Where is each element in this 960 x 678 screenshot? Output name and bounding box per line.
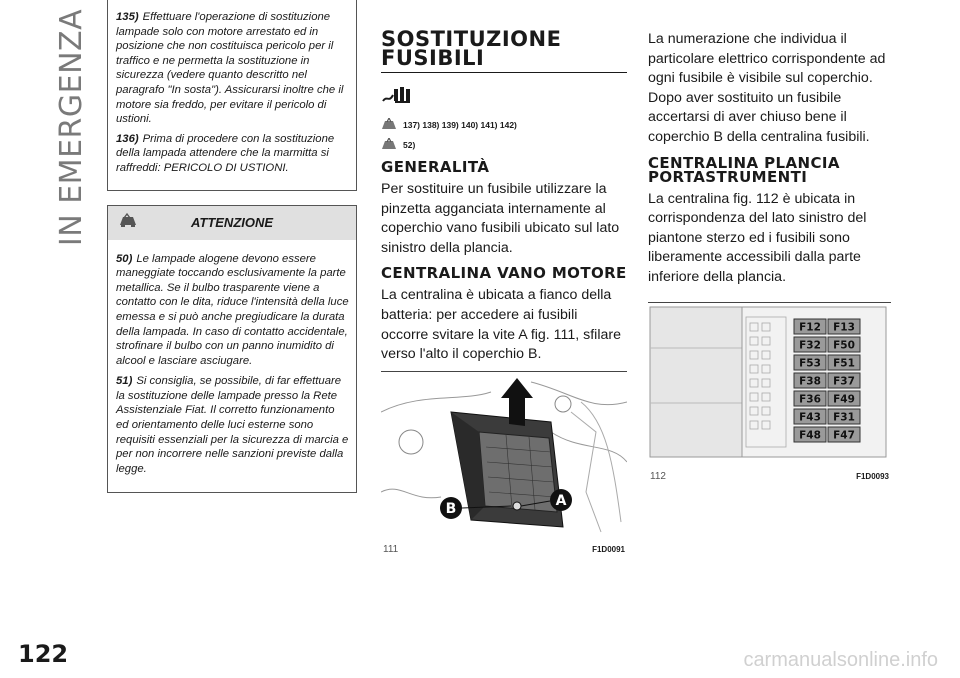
page-number: 122 [18,640,69,668]
fuse-label: F51 [833,357,855,370]
paragraph-centralina-plancia: La centralina fig. 112 è ubicata in corrispondenza del lato sinistro del piantone sterzo ed i fusibili sono liberamente accessibili dalla parte inferiore della plancia. [648,190,867,285]
subheading-generalita: GENERALITÀ [381,158,490,176]
warning-item-50: 50) Le lampade alogene devono essere maneggiate toccando esclusivamente la parte metallica. Se il bulbo trasparente viene a contatto con le dita, riduce l'intensità della luce emessa e si può anche pregiudicare la durata della lampada. In caso di contatto accidentale, strofinare il bulbo con un panno inumidito di alcool e lasciare asciugare. [116,252,349,367]
fuse-label: F53 [799,357,821,370]
fuse-label: F13 [833,321,855,334]
fuse-label: F37 [833,375,855,388]
callout-b [440,497,462,519]
subheading-centralina-vano-motore: CENTRALINA VANO MOTORE [381,264,627,283]
middle-column [381,27,627,555]
fuse-label: F43 [799,411,821,424]
attention-icon [381,138,403,152]
svg-text:A: A [555,492,567,509]
svg-text:B: B [445,500,457,517]
paragraph-centralina-vano-motore: La centralina è ubicata a fianco della batteria: per accedere ai fusibili occorre svitare la vite A fig. 111, sfilare verso l'alto il coperchio B. [381,287,621,363]
note-136: 136) Prima di procedere con la sostituzione della lampada attendere che la marmitta si raffreddi: PERICOLO DI USTIONI. [116,132,335,174]
callout-a [550,489,572,511]
fuse-label: F38 [799,375,821,388]
fuse-symbol-icon [381,85,627,112]
dashboard-fuse-box-illustration [648,303,891,465]
watermark: carmanualsonline.info [743,649,938,671]
danger-icon [381,118,403,132]
warning-body [108,240,356,493]
figure-112-caption [648,470,891,482]
fuse-label: F12 [799,321,821,334]
warning-title: ATTENZIONE [190,215,274,231]
figure-112 [648,302,891,482]
fuse-label: F49 [833,393,855,406]
figure-code: F1D0091 [592,544,625,554]
figure-code: F1D0093 [856,471,889,481]
engine-fuse-box-illustration [381,372,627,538]
section-heading: SOSTITUZIONE FUSIBILI [381,30,627,73]
note-135: 135) Effettuare l'operazione di sostituzione lampade solo con motore arrestato ed in posizione che non costituisca pericolo per il traffico e ne permetta la sostituzione in sicurezza (vedere quanto descritto nel paragrafo "In sosta"). Assicurarsi inoltre che il motore sia freddo, per evitare il pericolo di ustioni. [116,11,344,126]
fuse-label: F50 [833,339,855,352]
fuse-label: F48 [799,429,821,442]
left-column [107,0,357,493]
side-section-title: IN EMERGENZA [54,8,90,246]
warning-refs-1: 137) 138) 139) 140) 141) 142) [381,118,627,132]
subheading-centralina-plancia: CENTRALINA PLANCIA PORTASTRUMENTI [648,153,840,186]
right-column [648,30,891,482]
warning-item-51: 51) Si consiglia, se possibile, di far effettuare la sostituzione delle lampade presso la Rete Assistenziale Fiat. Il corretto funzionamento ed orientamento delle luci esterne sono requisiti essenziali per la sicurezza di marcia e per non incorrere nelle sanzioni previste dalla legge. [116,375,349,475]
fuse-label: F47 [833,429,855,442]
figure-111-caption [381,543,627,555]
paragraph-generalita: Per sostituire un fusibile utilizzare la pinzetta agganciata internamente al coperchio vano fusibili ubicato sul lato sinistro della plancia. [381,181,620,256]
figure-111 [381,371,627,555]
notes-box [107,0,357,191]
paragraph-numerazione: La numerazione che individua il particolare elettrico corrispondente ad ogni fusibile è visibile sul coperchio. Dopo aver sostituito un fusibile accertarsi di aver chiuso bene il coperchio B della centralina fusibili. [648,31,886,145]
fuse-label: F31 [833,411,855,424]
figure-number: 111 [383,543,399,555]
warning-box [107,205,357,494]
fuse-label: F36 [799,393,821,406]
warning-refs-2: 52) [381,138,627,152]
fuse-label: F32 [799,339,821,352]
figure-number: 112 [650,470,666,482]
warning-header [108,206,356,240]
